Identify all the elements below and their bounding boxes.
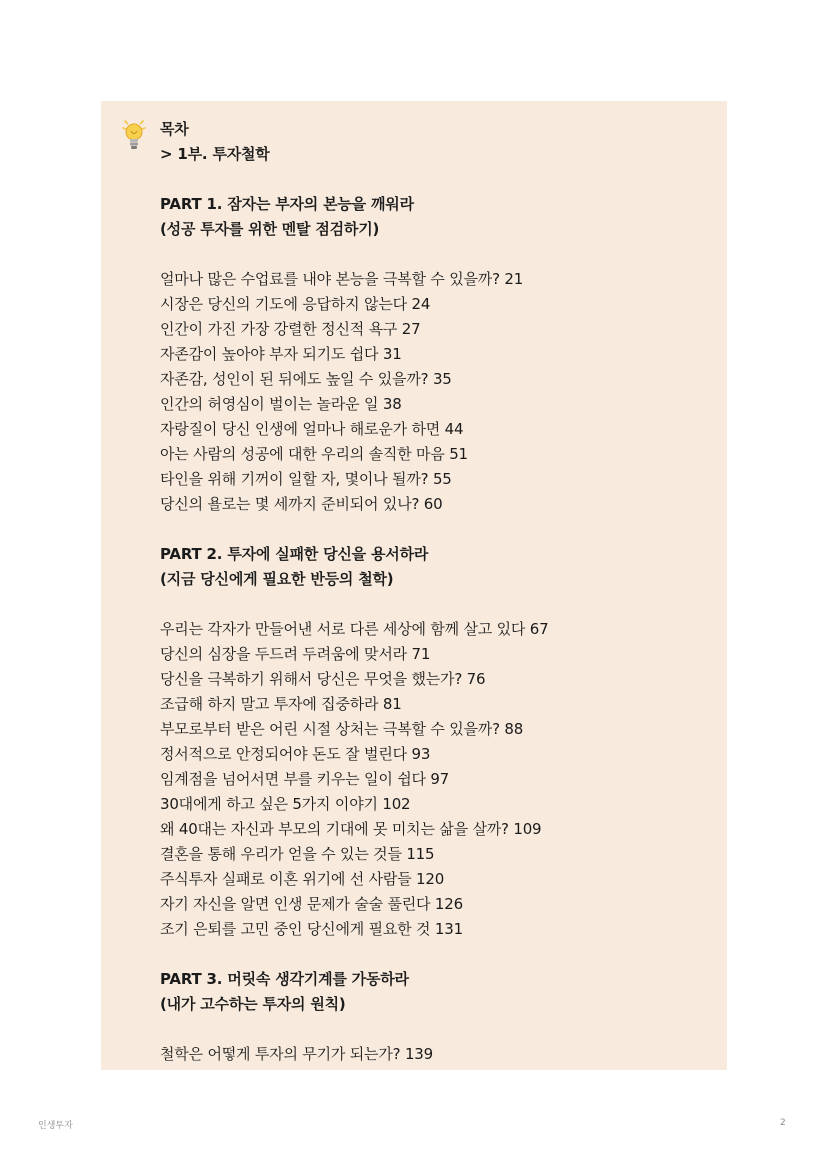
toc-item: 주식투자 실패로 이혼 위기에 선 사람들 120 — [160, 870, 445, 888]
footer-book-title: 인생투자 — [38, 1121, 73, 1131]
page-number: 2 — [780, 1118, 786, 1128]
toc-title: 목차 — [160, 120, 189, 138]
toc-item: 30대에게 하고 싶은 5가지 이야기 102 — [160, 795, 411, 813]
part-subheading: (성공 투자를 위한 멘탈 점검하기) — [160, 220, 380, 238]
toc-content — [160, 117, 720, 1067]
toc-item: 당신의 욜로는 몇 세까지 준비되어 있나? 60 — [160, 495, 443, 513]
toc-item: 아는 사람의 성공에 대한 우리의 솔직한 마음 51 — [160, 445, 468, 463]
toc-item: 조기 은퇴를 고민 중인 당신에게 필요한 것 131 — [160, 920, 463, 938]
part-heading: PART 2. 투자에 실패한 당신을 용서하라 — [160, 545, 429, 563]
toc-item: 정서적으로 안정되어야 돈도 잘 벌린다 93 — [160, 745, 431, 763]
toc-item: 결혼을 통해 우리가 얻을 수 있는 것들 115 — [160, 845, 435, 863]
part-subheading: (지금 당신에게 필요한 반등의 철학) — [160, 570, 394, 588]
toc-item: 임계점을 넘어서면 부를 키우는 일이 쉽다 97 — [160, 770, 450, 788]
toc-item: 부모로부터 받은 어린 시절 상처는 극복할 수 있을까? 88 — [160, 720, 524, 738]
lightbulb-icon — [121, 119, 147, 153]
part-heading: PART 1. 잠자는 부자의 본능을 깨워라 — [160, 195, 414, 213]
toc-item: 얼마나 많은 수업료를 내야 본능을 극복할 수 있을까? 21 — [160, 270, 524, 288]
toc-item: 왜 40대는 자신과 부모의 기대에 못 미치는 삶을 살까? 109 — [160, 820, 542, 838]
toc-item: 자존감이 높아야 부자 되기도 쉽다 31 — [160, 345, 402, 363]
toc-item: 철학은 어떻게 투자의 무기가 되는가? 139 — [160, 1045, 433, 1063]
toc-item: 자존감, 성인이 된 뒤에도 높일 수 있을까? 35 — [160, 370, 452, 388]
toc-item: 조급해 하지 말고 투자에 집중하라 81 — [160, 695, 402, 713]
toc-item: 우리는 각자가 만들어낸 서로 다른 세상에 함께 살고 있다 67 — [160, 620, 549, 638]
toc-item: 당신의 심장을 두드려 두려움에 맞서라 71 — [160, 645, 431, 663]
part-heading: PART 3. 머릿속 생각기계를 가동하라 — [160, 970, 409, 988]
toc-subtitle: > 1부. 투자철학 — [160, 145, 270, 163]
toc-item: 인간이 가진 가장 강렬한 정신적 욕구 27 — [160, 320, 421, 338]
toc-item: 인간의 허영심이 벌이는 놀라운 일 38 — [160, 395, 402, 413]
toc-item: 타인을 위해 기꺼이 일할 자, 몇이나 될까? 55 — [160, 470, 452, 488]
part-subheading: (내가 고수하는 투자의 원칙) — [160, 995, 346, 1013]
toc-callout — [101, 101, 727, 1070]
toc-item: 당신을 극복하기 위해서 당신은 무엇을 했는가? 76 — [160, 670, 486, 688]
toc-item: 자랑질이 당신 인생에 얼마나 해로운가 하면 44 — [160, 420, 464, 438]
toc-item: 자기 자신을 알면 인생 문제가 술술 풀린다 126 — [160, 895, 463, 913]
toc-item: 시장은 당신의 기도에 응답하지 않는다 24 — [160, 295, 431, 313]
